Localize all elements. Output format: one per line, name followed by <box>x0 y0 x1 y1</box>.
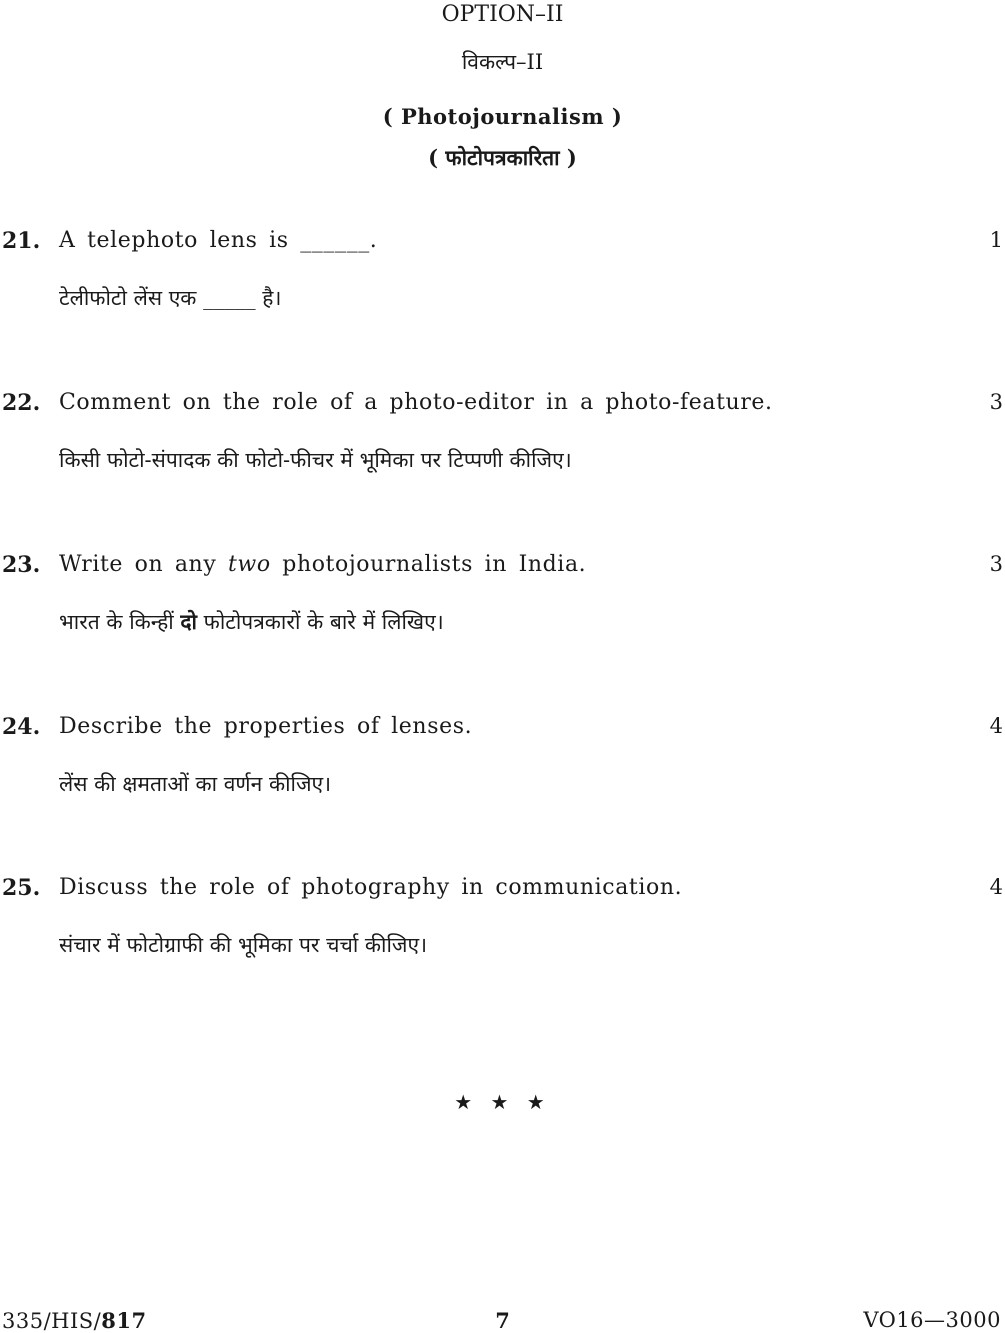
print-code: VO16—3000 <box>863 1308 1001 1332</box>
question-text-hindi: टेलीफोटो लेंस एक _____ है। <box>59 286 282 310</box>
question-text-hindi <box>59 608 444 636</box>
question-number: 25. <box>2 875 41 901</box>
end-of-paper-stars: ★ ★ ★ <box>454 1090 551 1114</box>
option-heading-hindi: विकल्प–II <box>461 50 544 74</box>
question-22 <box>0 390 1005 500</box>
question-text-hindi: संचार में फोटोग्राफी की भूमिका पर चर्चा कीजिए। <box>59 933 428 957</box>
question-marks: 3 <box>989 552 1003 576</box>
question-number: 21. <box>2 228 41 254</box>
question-text-part: फोटोपत्रकारों के बारे में लिखिए। <box>196 610 444 634</box>
paper-code-number: 817 <box>101 1308 147 1333</box>
question-text-emphasis: दो <box>180 609 197 634</box>
page-number: 7 <box>495 1308 510 1333</box>
page-footer <box>0 1308 1005 1332</box>
question-number: 24. <box>2 714 41 740</box>
question-marks: 1 <box>989 228 1003 252</box>
question-text: Comment on the role of a photo-editor in a photo-feature. <box>59 390 773 415</box>
question-text-emphasis: two <box>227 552 271 577</box>
question-text: Discuss the role of photography in communication. <box>59 875 683 900</box>
question-21 <box>0 228 1005 338</box>
question-number: 23. <box>2 552 41 578</box>
question-marks: 3 <box>989 390 1003 414</box>
option-heading: OPTION–II <box>441 2 564 27</box>
question-text-hindi: किसी फोटो-संपादक की फोटो-फीचर में भूमिका पर टिप्पणी कीजिए। <box>59 448 572 472</box>
question-text-part: photojournalists in India. <box>270 552 587 577</box>
question-text-part: भारत के किन्हीं <box>59 610 181 634</box>
question-marks: 4 <box>989 875 1003 899</box>
question-number: 22. <box>2 390 41 416</box>
subject-heading-hindi: ( फोटोपत्रकारिता ) <box>428 145 577 170</box>
subject-heading: ( Photojournalism ) <box>382 104 623 129</box>
question-23 <box>0 552 1005 662</box>
question-marks: 4 <box>989 714 1003 738</box>
question-text-part: Write on any <box>59 552 228 577</box>
question-text-hindi: लेंस की क्षमताओं का वर्णन कीजिए। <box>59 772 332 796</box>
paper-code-prefix: 335/HIS/ <box>2 1309 102 1333</box>
question-24 <box>0 714 1005 824</box>
question-text: A telephoto lens is ______. <box>59 228 378 253</box>
question-25 <box>0 875 1005 985</box>
question-text: Describe the properties of lenses. <box>59 714 473 739</box>
question-text <box>59 552 586 577</box>
